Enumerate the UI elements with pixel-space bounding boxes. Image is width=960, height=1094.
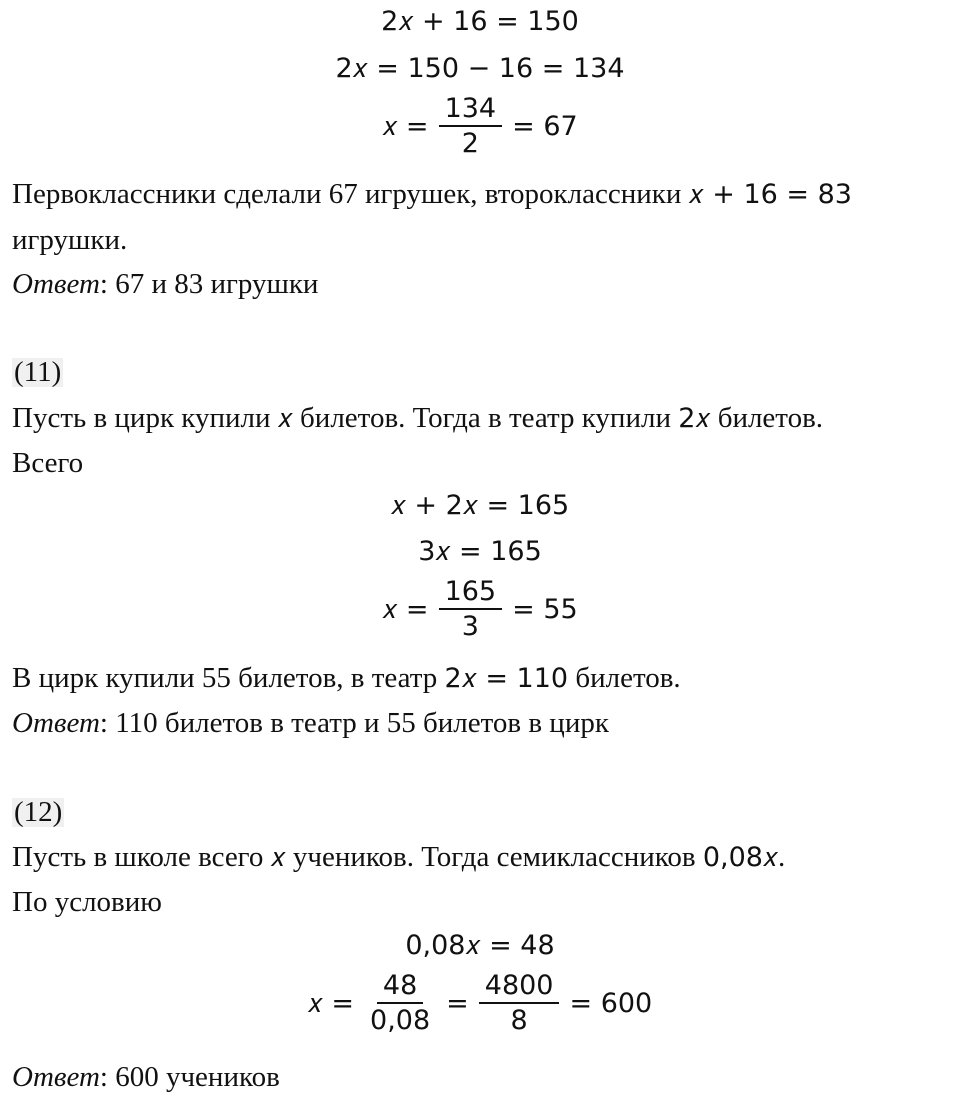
paragraph-line	[12, 843, 785, 872]
answer-line	[12, 1063, 280, 1092]
problem-number	[12, 798, 64, 827]
fraction-numerator: 48	[377, 972, 423, 1004]
fraction-equation	[0, 972, 960, 1034]
fraction	[439, 95, 503, 157]
paragraph-line: игрушки.	[12, 224, 128, 256]
answer-text: : 67 и 83 игрушки	[99, 268, 319, 300]
fraction	[364, 972, 436, 1034]
answer-line	[12, 709, 609, 738]
text-span: билетов. Тогда в театр купили	[292, 402, 679, 434]
fraction-equation	[0, 578, 960, 640]
text-span: учеников. Тогда семиклассников	[285, 841, 703, 873]
fraction-equation	[0, 95, 960, 157]
inline-math: 𝑥 + 16 = 83	[688, 179, 852, 210]
text-span: билетов.	[568, 662, 681, 694]
equation-rhs: = 600	[569, 987, 653, 1019]
text-span: .	[777, 841, 786, 873]
paragraph-line	[12, 664, 681, 693]
inline-math: 𝑥	[277, 403, 293, 434]
fraction	[479, 972, 560, 1034]
equation-lhs: 𝑥 =	[382, 593, 429, 625]
problem-number-label: (11)	[14, 356, 62, 388]
equation-line: 𝑥 + 2𝑥 = 165	[390, 490, 570, 521]
paragraph-line	[12, 404, 823, 433]
fraction-denominator: 0,08	[370, 1005, 431, 1036]
inline-math: 2𝑥 = 110	[444, 663, 569, 694]
paragraph-line: Всего	[12, 447, 84, 479]
answer-text: : 600 учеников	[99, 1061, 280, 1093]
equation-line: 2𝑥 = 150 − 16 = 134	[335, 53, 625, 84]
equation-line: 3𝑥 = 165	[418, 536, 542, 567]
fraction-numerator: 165	[439, 578, 503, 610]
inline-math: 2𝑥	[678, 403, 711, 434]
fraction-denominator: 8	[510, 1005, 528, 1036]
fraction	[439, 578, 503, 640]
equation-lhs: 𝑥 =	[382, 110, 429, 142]
equation-rhs: = 55	[512, 593, 578, 625]
answer-text: : 110 билетов в театр и 55 билетов в цирк	[99, 707, 609, 739]
answer-label: Ответ	[12, 707, 100, 739]
equation-rhs: = 67	[512, 110, 578, 142]
paragraph-line	[12, 180, 852, 209]
text-span: Первоклассники сделали 67 игрушек, второклассники	[12, 178, 689, 210]
inline-math: 0,08𝑥	[702, 842, 778, 873]
fraction-numerator: 134	[439, 95, 503, 127]
paragraph-line: По условию	[12, 886, 162, 918]
answer-label: Ответ	[12, 1061, 100, 1093]
problem-number-label: (12)	[14, 796, 63, 828]
problem-number	[12, 358, 63, 387]
equation-lhs: 𝑥 =	[307, 987, 355, 1019]
text-span: Пусть в школе всего	[12, 841, 271, 873]
text-span: В цирк купили 55 билетов, в театр	[12, 662, 445, 694]
equation-line: 2𝑥 + 16 = 150	[381, 6, 579, 37]
fraction-denominator: 2	[461, 128, 479, 159]
text-span: Пусть в цирк купили	[12, 402, 278, 434]
text-span: билетов.	[710, 402, 824, 434]
inline-math: 𝑥	[270, 842, 286, 873]
equals-sign: =	[446, 987, 469, 1019]
fraction-denominator: 3	[461, 611, 479, 642]
answer-line	[12, 270, 318, 299]
answer-label: Ответ	[12, 268, 100, 300]
equation-line: 0,08𝑥 = 48	[405, 930, 555, 961]
fraction-numerator: 4800	[479, 972, 560, 1004]
